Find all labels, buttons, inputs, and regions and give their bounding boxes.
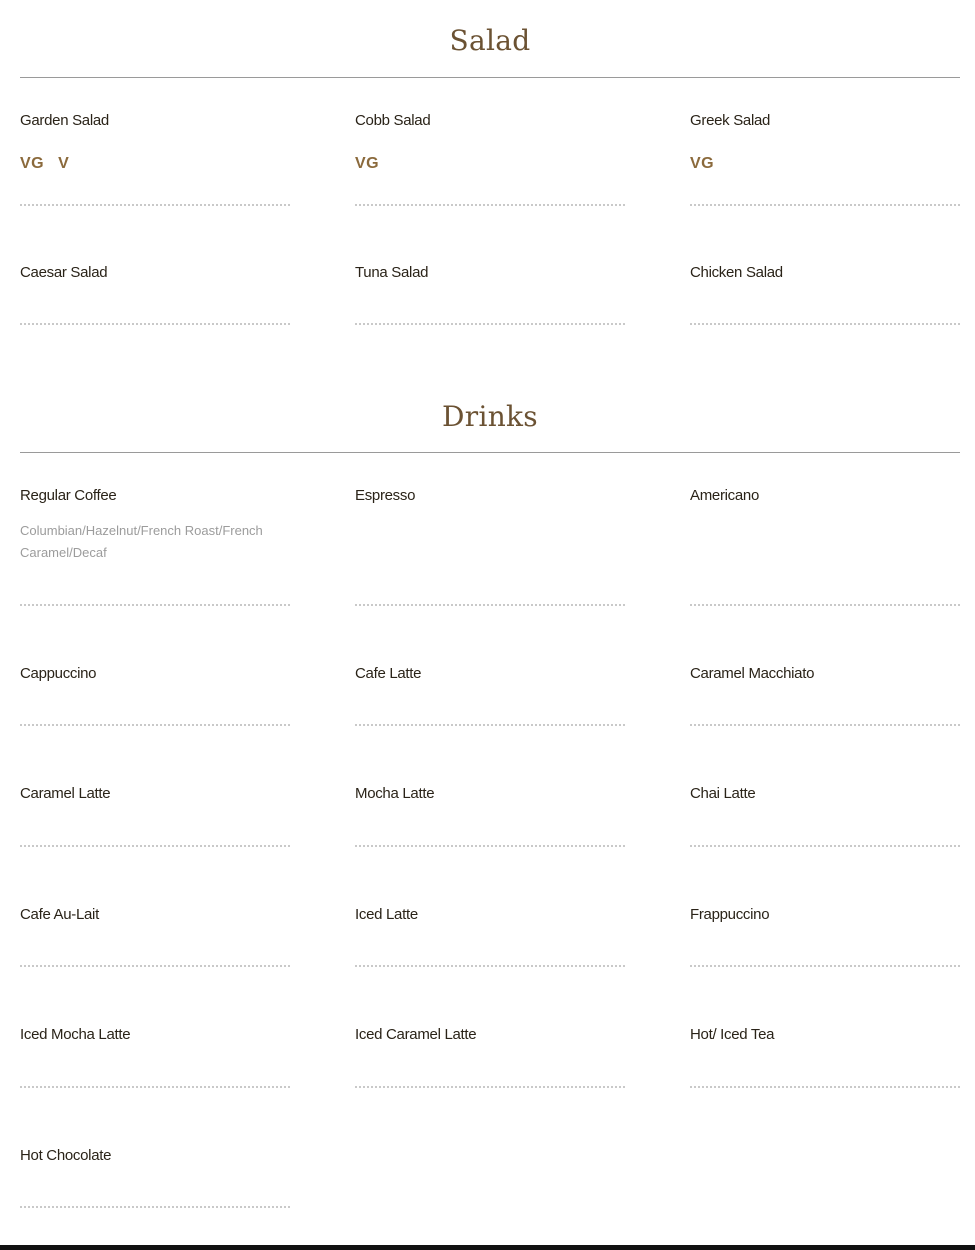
menu-item-name: Greek Salad (690, 112, 771, 129)
menu-item-name: Chai Latte (690, 785, 756, 802)
menu-item-name: Caesar Salad (20, 264, 108, 281)
dietary-tags (20, 155, 290, 173)
menu-item-garden-salad[interactable] (20, 112, 290, 173)
menu-item-name: Mocha Latte (355, 785, 435, 802)
dotted-leader (20, 204, 290, 206)
menu-item-cappuccino[interactable] (20, 665, 290, 682)
menu-item-regular-coffee[interactable] (20, 487, 290, 564)
menu-item-name: Caramel Latte (20, 785, 111, 802)
vegan-tag: VG (690, 155, 715, 172)
menu-item-chai-latte[interactable] (690, 785, 960, 802)
menu-item-name: Iced Caramel Latte (355, 1026, 477, 1043)
dotted-leader (690, 724, 960, 726)
menu-item-name: Chicken Salad (690, 264, 783, 281)
menu-item-americano[interactable] (690, 487, 960, 504)
menu-item-iced-mocha-latte[interactable] (20, 1026, 290, 1043)
menu-item-hot-chocolate[interactable] (20, 1147, 290, 1164)
dotted-leader (690, 204, 960, 206)
dotted-leader (690, 1086, 960, 1088)
dotted-leader (355, 1086, 625, 1088)
dotted-leader (355, 724, 625, 726)
dotted-leader (20, 1206, 290, 1208)
menu-item-name: Cafe Latte (355, 665, 422, 682)
menu-item-name: Iced Latte (355, 906, 418, 923)
dotted-leader (355, 204, 625, 206)
dotted-leader (20, 604, 290, 606)
bottom-bar (0, 1245, 975, 1250)
menu-item-hot-iced-tea[interactable] (690, 1026, 960, 1043)
menu-item-greek-salad[interactable] (690, 112, 960, 173)
menu-item-name: Iced Mocha Latte (20, 1026, 131, 1043)
dotted-leader (355, 323, 625, 325)
menu-item-name: Espresso (355, 487, 416, 504)
menu-item-caramel-macchiato[interactable] (690, 665, 960, 682)
menu-item-name: Frappuccino (690, 906, 770, 923)
menu-item-name: Americano (690, 487, 759, 504)
menu-item-name: Caramel Macchiato (690, 665, 815, 682)
dietary-tags (355, 155, 625, 173)
vegan-tag: VG (20, 155, 45, 172)
menu-item-name: Hot/ Iced Tea (690, 1026, 775, 1043)
menu-item-name: Regular Coffee (20, 487, 117, 504)
section-title-salad: Salad (449, 24, 531, 57)
section-divider (20, 77, 960, 78)
dotted-leader (690, 845, 960, 847)
menu-item-iced-latte[interactable] (355, 906, 625, 923)
menu-item-cafe-latte[interactable] (355, 665, 625, 682)
vegetarian-tag: V (58, 155, 70, 172)
menu-item-name: Garden Salad (20, 112, 109, 129)
menu-item-tuna-salad[interactable] (355, 264, 625, 281)
menu-item-name: Tuna Salad (355, 264, 429, 281)
dotted-leader (20, 724, 290, 726)
menu-item-espresso[interactable] (355, 487, 625, 504)
dotted-leader (20, 1086, 290, 1088)
menu-item-chicken-salad[interactable] (690, 264, 960, 281)
vegan-tag: VG (355, 155, 380, 172)
menu-item-name: Hot Chocolate (20, 1147, 112, 1164)
section-divider (20, 452, 960, 453)
dotted-leader (355, 604, 625, 606)
menu-item-name: Cobb Salad (355, 112, 431, 129)
dotted-leader (20, 845, 290, 847)
menu-item-description: Columbian/Hazelnut/French Roast/French Caramel/Decaf (20, 523, 263, 560)
dotted-leader (355, 845, 625, 847)
menu-item-frappuccino[interactable] (690, 906, 960, 923)
dotted-leader (690, 323, 960, 325)
menu-item-name: Cafe Au-Lait (20, 906, 99, 923)
menu-item-name: Cappuccino (20, 665, 97, 682)
dietary-tags (690, 155, 960, 173)
dotted-leader (690, 604, 960, 606)
section-title-drinks: Drinks (442, 400, 538, 433)
menu-item-cobb-salad[interactable] (355, 112, 625, 173)
menu-item-iced-caramel-latte[interactable] (355, 1026, 625, 1043)
dotted-leader (355, 965, 625, 967)
dotted-leader (20, 965, 290, 967)
dotted-leader (20, 323, 290, 325)
menu-item-mocha-latte[interactable] (355, 785, 625, 802)
menu-item-caesar-salad[interactable] (20, 264, 290, 281)
menu-item-cafe-au-lait[interactable] (20, 906, 290, 923)
menu-item-caramel-latte[interactable] (20, 785, 290, 802)
dotted-leader (690, 965, 960, 967)
